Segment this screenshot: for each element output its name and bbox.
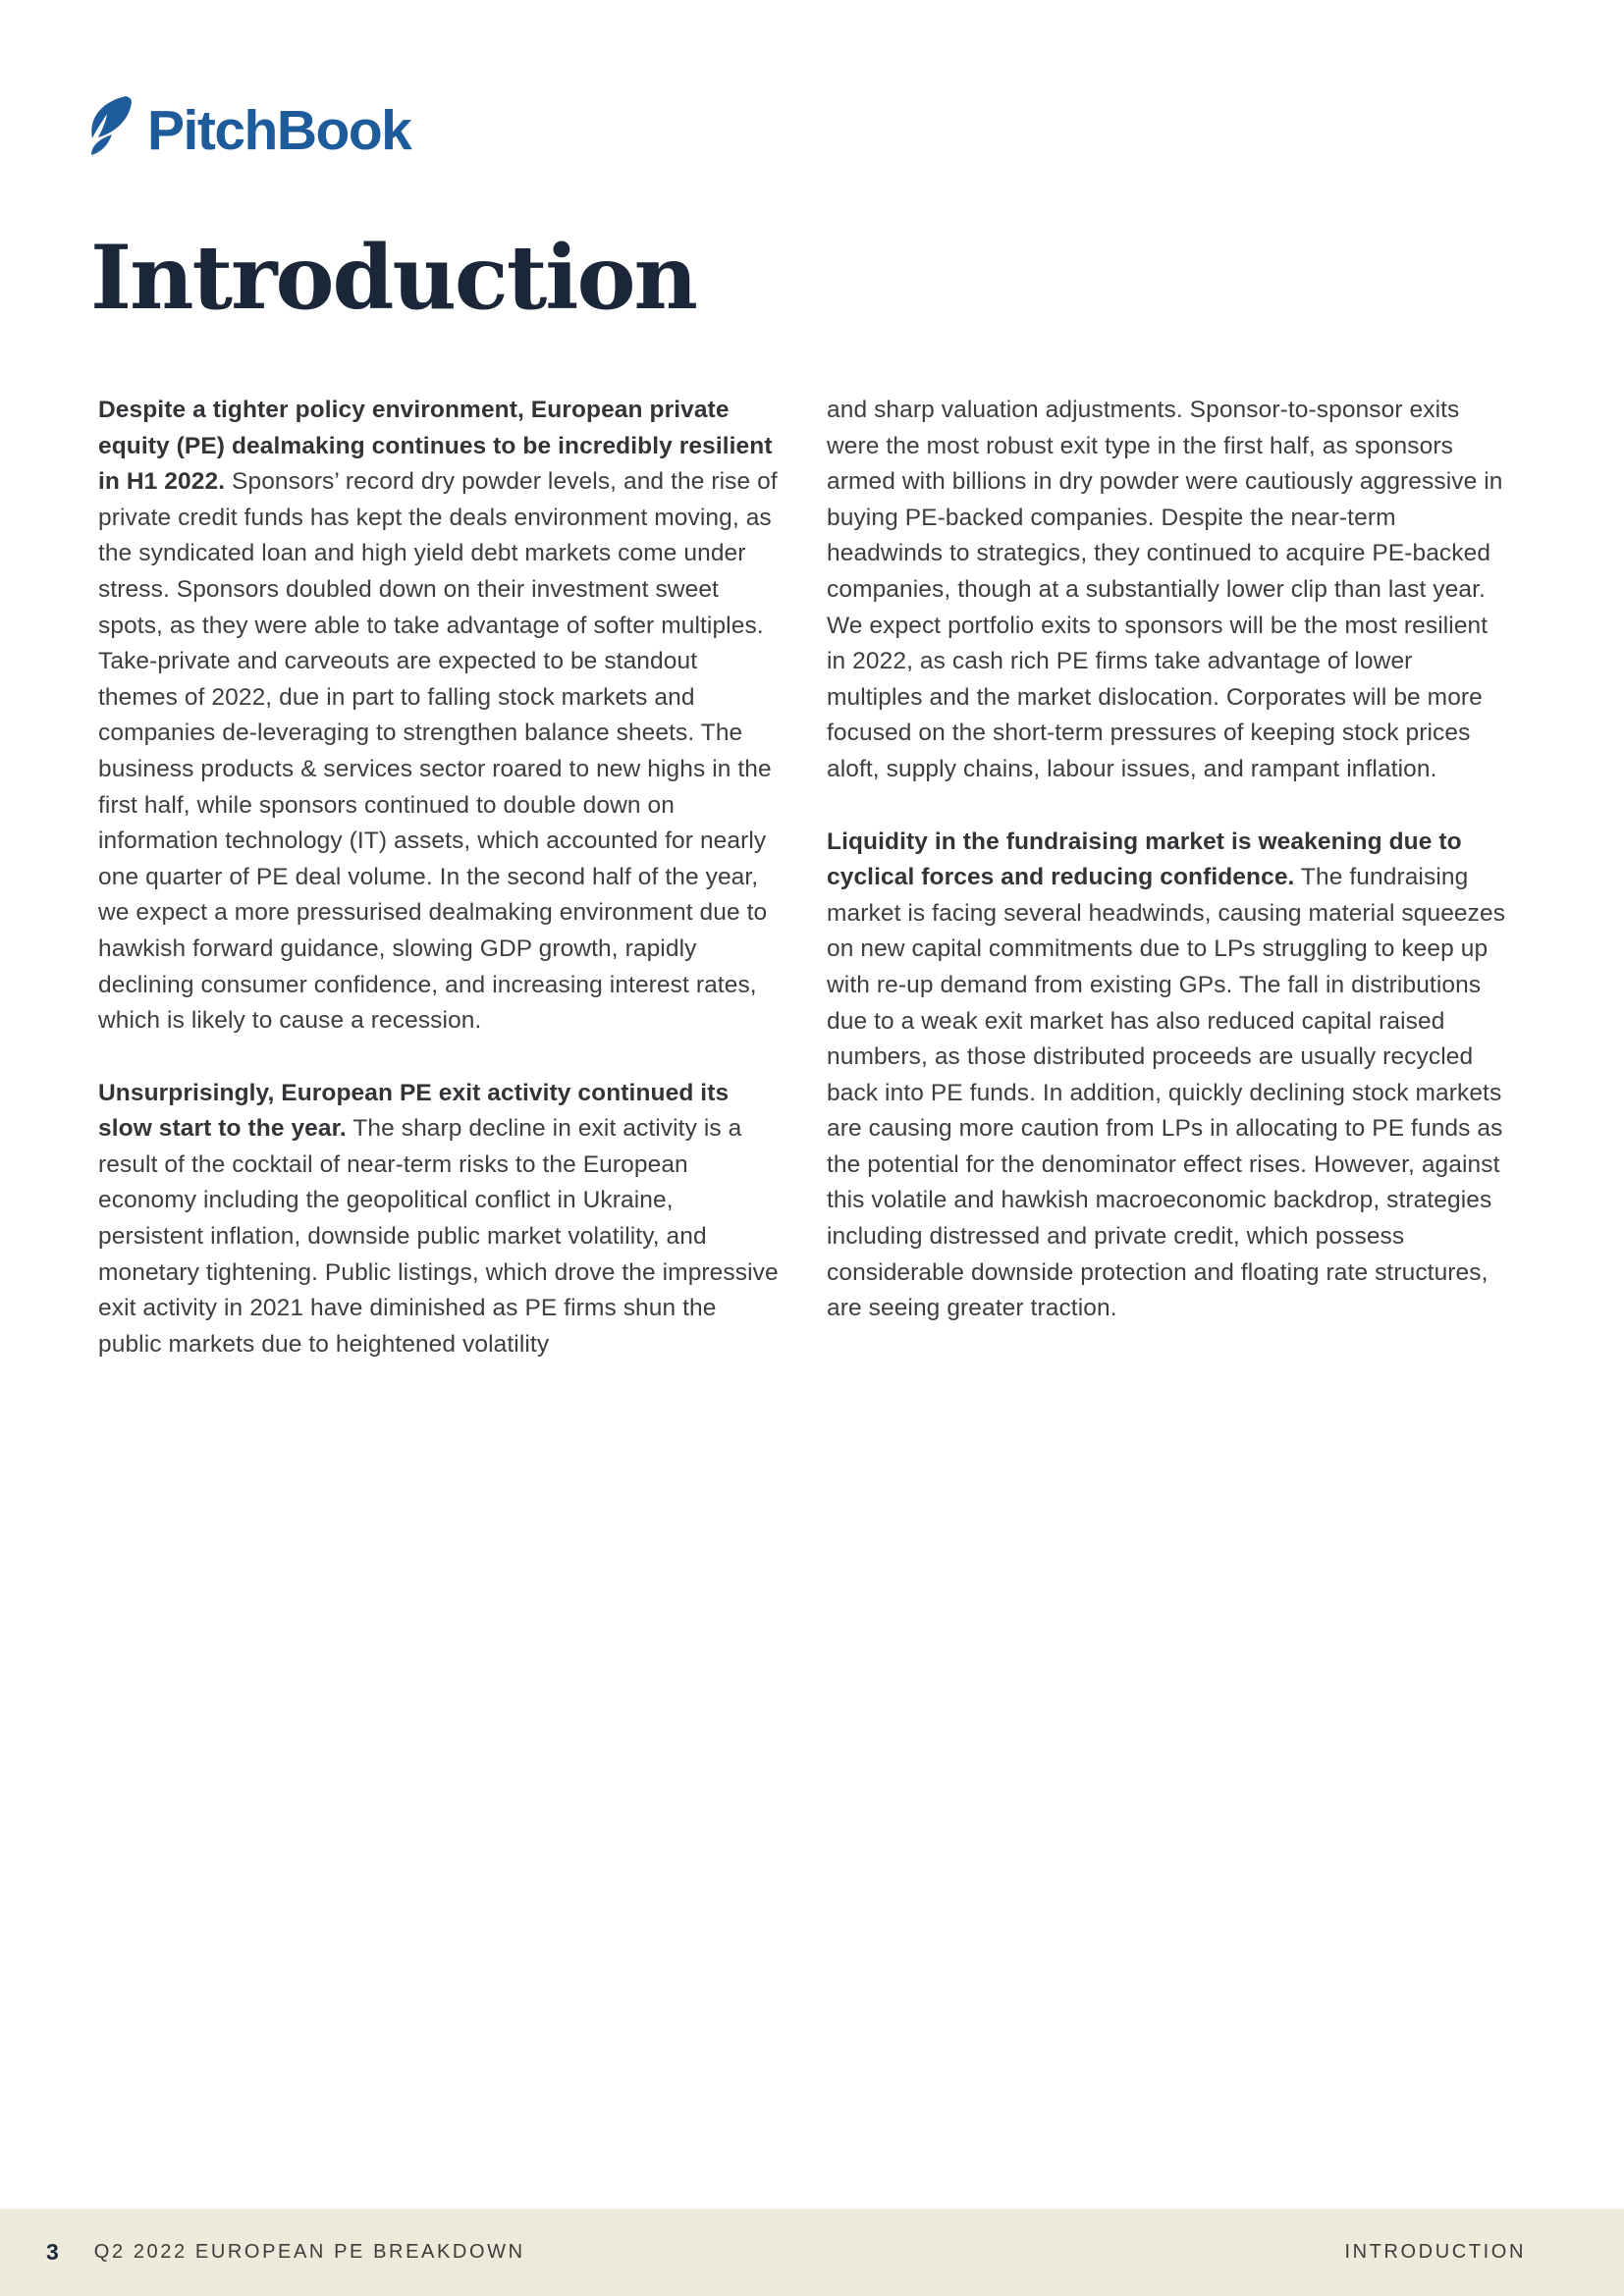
footer-section-label: INTRODUCTION <box>1344 2241 1526 2263</box>
paragraph-text: Sponsors’ record dry powder levels, and the rise of private credit funds has kept the deals environment moving, as the syndicated loan and high yield debt markets come under stress. Sponsors doubled down on their investment sweet spots, as they were able to take advantage of softer multiples. Take-private and carveouts are expected to be standout themes of 2022, due in part to falling stock markets and companies de-leveraging to strengthen balance sheets. The business products & services sector roared to new highs in the first half, while sponsors continued to double down on information technology (IT) assets, which accounted for nearly one quarter of PE deal volume. In the second half of the year, we expect a more pressurised dealmaking environment due to hawkish forward guidance, slowing GDP growth, rapidly declining consumer confidence, and increasing interest rates, which is likely to cause a recession. <box>98 468 778 1035</box>
right-column <box>827 393 1510 1362</box>
pitchbook-feather-icon <box>86 94 139 161</box>
paragraph-exits <box>98 1076 782 1363</box>
logo-text: PitchBook <box>147 99 411 162</box>
page-number: 3 <box>46 2239 59 2265</box>
lead-sentence: Liquidity in the fundraising market is weakening due to cyclical forces and reducing confidence. <box>827 828 1462 891</box>
lead-sentence: Despite a tighter policy environment, European private equity (PE) dealmaking continues to be incredibly resilient in H1 2022. <box>98 397 773 496</box>
footer-report-title: Q2 2022 EUROPEAN PE BREAKDOWN <box>93 2241 525 2263</box>
paragraph-fundraising <box>827 825 1510 1327</box>
paragraph-text: The fundraising market is facing several headwinds, causing material squeezes on new capital commitments due to LPs struggling to keep up with re-up demand from existing GPs. The fall in distributions due to a weak exit market has also reduced capital raised numbers, as those distributed proceeds are usually recycled back into PE funds. In addition, quickly declining stock markets are causing more caution from LPs in allocating to PE funds as the potential for the denominator effect rises. However, against this volatile and hawkish macroeconomic backdrop, strategies including distressed and private credit, which possess considerable downside protection and floating rate structures, are seeing greater traction. <box>827 864 1506 1322</box>
footer-bar <box>0 2209 1624 2296</box>
left-column <box>98 393 782 1362</box>
lead-sentence: Unsurprisingly, European PE exit activity continued its slow start to the year. <box>98 1079 730 1143</box>
article-body <box>98 393 1510 1362</box>
paragraph-exits-continued <box>827 393 1510 788</box>
paragraph-text: and sharp valuation adjustments. Sponsor-to-sponsor exits were the most robust exit type in the first half, as sponsors armed with billions in dry powder were cautiously aggressive in buying PE-backed companies. Despite the near-term headwinds to strategics, they continued to acquire PE-backed companies, though at a substantially lower clip than last year. We expect portfolio exits to sponsors will be the most resilient in 2022, as cash rich PE firms take advantage of lower multiples and the market dislocation. Corporates will be more focused on the short-term pressures of keeping stock prices aloft, supply chains, labour issues, and rampant inflation. <box>827 397 1503 782</box>
paragraph-text: The sharp decline in exit activity is a result of the cocktail of near-term risks to the European economy including the geopolitical conflict in Ukraine, persistent inflation, downside public market volatility, and monetary tightening. Public listings, which drove the impressive exit activity in 2021 have diminished as PE firms shun the public markets due to heightened volatility <box>98 1115 779 1358</box>
pitchbook-logo <box>86 94 410 161</box>
paragraph-dealmaking <box>98 393 782 1040</box>
page-title: Introduction <box>90 226 696 330</box>
